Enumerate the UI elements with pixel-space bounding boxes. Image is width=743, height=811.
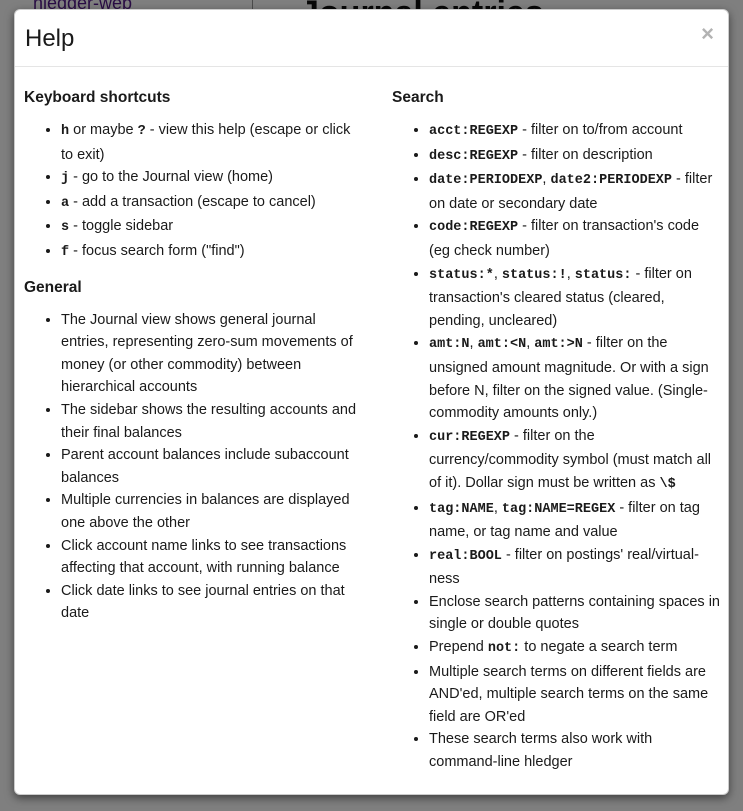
code-term: date:PERIODEXP bbox=[429, 173, 543, 189]
list-item: • Click account name links to see transactions affecting that account, with running balance bbox=[61, 535, 358, 580]
code-term: status:* bbox=[429, 267, 494, 283]
list-item: • status:*, status:!, status: - filter on transaction's cleared status (cleared, pending, uncleared) bbox=[429, 263, 721, 333]
section-title-general: General bbox=[24, 278, 82, 296]
search-list bbox=[392, 119, 721, 774]
code-term: \$ bbox=[659, 476, 676, 492]
list-item: • real:BOOL - filter on postings' real/virtual-ness bbox=[429, 544, 721, 591]
code-term: not: bbox=[487, 641, 521, 657]
code-term: amt:<N bbox=[477, 337, 527, 353]
list-item: • a - add a transaction (escape to cancel) bbox=[61, 191, 358, 216]
list-item: • The Journal view shows general journal entries, representing zero-sum movements of money (or other commodity) between hierarchical accounts bbox=[61, 309, 358, 399]
help-modal bbox=[14, 9, 729, 795]
code-term: ? bbox=[137, 124, 146, 139]
code-term: s bbox=[61, 220, 70, 236]
code-term: amt:>N bbox=[534, 337, 583, 353]
code-term: amt:N bbox=[429, 337, 470, 353]
right-column bbox=[392, 89, 721, 784]
code-term: f bbox=[61, 244, 70, 260]
list-item: • h or maybe ? - view this help (escape or click to exit) bbox=[61, 119, 358, 166]
list-item: • j - go to the Journal view (home) bbox=[61, 166, 358, 191]
code-term: date2:PERIODEXP bbox=[550, 173, 673, 189]
code-term: a bbox=[61, 195, 70, 211]
code-term: j bbox=[61, 171, 70, 187]
keyboard-shortcuts-list bbox=[24, 119, 358, 265]
list-item: • code:REGEXP - filter on transaction's code (eg check number) bbox=[429, 215, 721, 262]
code-term: tag:NAME bbox=[429, 501, 494, 517]
list-item: • s - toggle sidebar bbox=[61, 215, 358, 240]
list-item: • The sidebar shows the resulting accounts and their final balances bbox=[61, 399, 358, 444]
list-item: • Click date links to see journal entries on that date bbox=[61, 580, 358, 625]
code-term: status:! bbox=[501, 267, 567, 283]
list-item: • tag:NAME, tag:NAME=REGEX - filter on tag name, or tag name and value bbox=[429, 497, 721, 544]
code-term: real:BOOL bbox=[429, 548, 502, 564]
code-term: tag:NAME=REGEX bbox=[501, 501, 616, 517]
list-item: • Parent account balances include subaccount balances bbox=[61, 444, 358, 489]
close-icon[interactable]: × bbox=[701, 21, 714, 46]
list-item: • cur:REGEXP - filter on the currency/commodity symbol (must match all of it). Dollar sign must be written as \$ bbox=[429, 425, 721, 497]
code-term: h bbox=[61, 124, 70, 139]
list-item: • Multiple currencies in balances are displayed one above the other bbox=[61, 489, 358, 534]
modal-body bbox=[15, 67, 728, 784]
list-item: • These search terms also work with command-line hledger bbox=[429, 728, 721, 773]
list-item: • Prepend not: to negate a search term bbox=[429, 636, 721, 661]
section-title-keyboard-shortcuts: Keyboard shortcuts bbox=[24, 89, 171, 106]
list-item: • Multiple search terms on different fields are AND'ed, multiple search terms on the same field are OR'ed bbox=[429, 661, 721, 729]
modal-header bbox=[15, 10, 728, 67]
list-item: • date:PERIODEXP, date2:PERIODEXP - filter on date or secondary date bbox=[429, 168, 721, 215]
list-item: • f - focus search form ("find") bbox=[61, 240, 358, 265]
code-term: cur:REGEXP bbox=[429, 429, 511, 445]
modal-title: Help bbox=[25, 25, 75, 52]
list-item: • desc:REGEXP - filter on description bbox=[429, 144, 721, 169]
code-term: acct:REGEXP bbox=[429, 124, 519, 139]
section-title-search: Search bbox=[392, 89, 444, 106]
code-term: code:REGEXP bbox=[429, 220, 519, 236]
list-item: • amt:N, amt:<N, amt:>N - filter on the unsigned amount magnitude. Or with a sign before N, filter on the signed value. (Single-commodity amounts only.) bbox=[429, 332, 721, 424]
list-item: • Enclose search patterns containing spaces in single or double quotes bbox=[429, 591, 721, 636]
code-term: desc:REGEXP bbox=[429, 148, 519, 164]
general-list bbox=[24, 309, 358, 625]
list-item: • acct:REGEXP - filter on to/from account bbox=[429, 119, 721, 144]
code-term: status: bbox=[574, 267, 632, 283]
left-column bbox=[24, 89, 358, 784]
